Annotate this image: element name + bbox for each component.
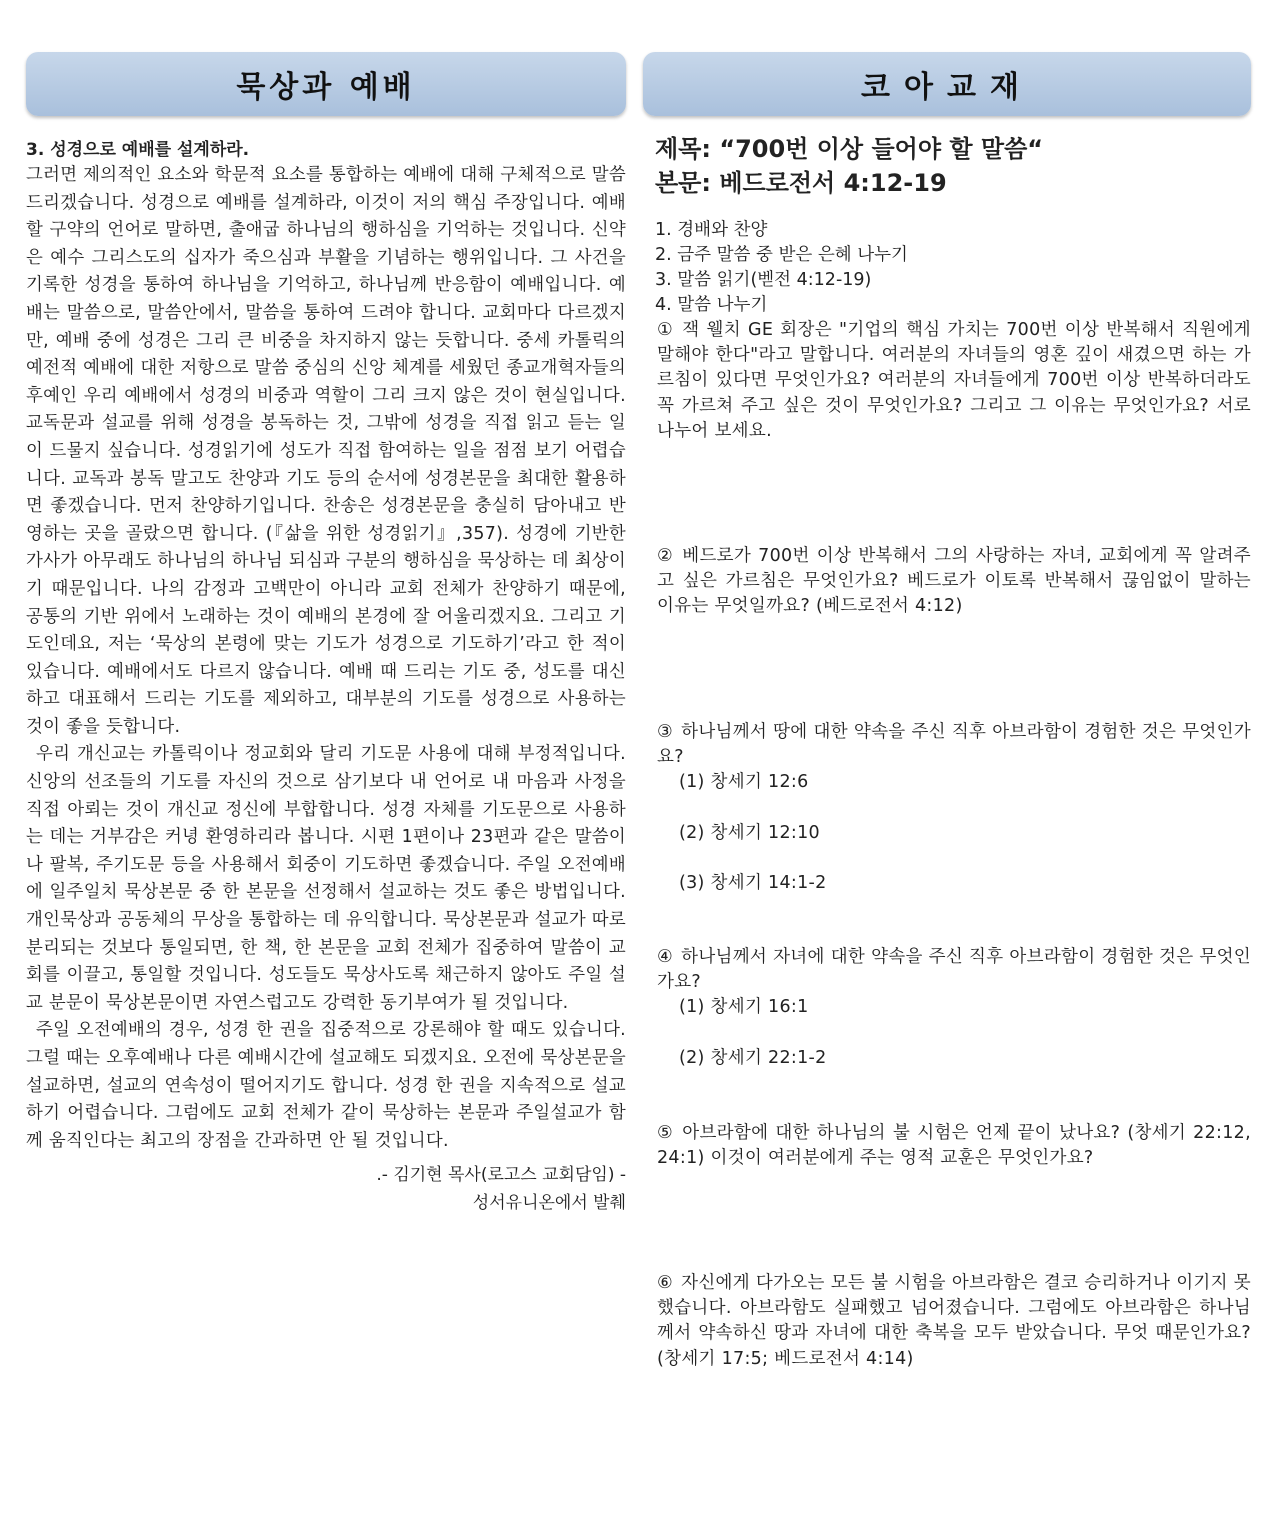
step-item: 2. 금주 말씀 중 받은 은혜 나누기	[655, 245, 908, 265]
question-text: 하나님께서 자녀에 대한 약속을 주신 직후 아브라함이 경험한 것은 무엇인가요?	[657, 947, 1251, 993]
core-material-column	[643, 52, 1251, 1369]
article-paragraph-3: 주일 오전예배의 경우, 성경 한 권을 집중적으로 강론해야 할 때도 있습니다. 그럴 때는 오후예배나 다른 예배시간에 설교해도 되겠지요. 오전에 묵상본문을 설교하면, 설교의 연속성이 떨어지기도 합니다. 성경 한 권을 지속적으로 설교하기 어렵습니다. 그럼에도 교회 전체가 같이 묵상하는 본문과 주일설교가 함께 움직인다는 최고의 장점을 간과하면 안 될 것입니다.	[26, 1020, 626, 1151]
step-item: 1. 경배와 찬양	[655, 220, 768, 240]
article-body	[26, 162, 626, 1155]
scripture-reference: (2) 창세기 12:10	[679, 822, 820, 843]
scripture-reference: (1) 창세기 12:6	[679, 772, 809, 793]
lesson-title-block	[643, 132, 1251, 200]
question-number: ②	[657, 546, 675, 566]
order-of-service	[643, 218, 1251, 318]
question-text: 아브라함에 대한 하나님의 불 시험은 언제 끝이 났나요? (창세기 22:12, 24:1) 이것이 여러분에게 주는 영적 교훈은 무엇인가요?	[657, 1123, 1251, 1169]
article-paragraph-2: 우리 개신교는 카톨릭이나 정교회와 달리 기도문 사용에 대해 부정적입니다. 신앙의 선조들의 기도를 자신의 것으로 삼기보다 내 언어로 내 마음과 사정을 직접 아뢰는 것이 개신교 정신에 부합합니다. 성경 자체를 기도문으로 사용하는 데는 거부감은 커녕 환영하리라 봅니다. 시편 1편이나 23편과 같은 말씀이나 팔복, 주기도문 등을 사용해서 회중이 기도하면 좋겠습니다. 주일 오전예배에 일주일치 묵상본문 중 한 본문을 선정해서 설교하는 것도 좋은 방법입니다. 개인묵상과 공동체의 무상을 통합하는 데 유익합니다. 묵상본문과 설교가 따로 분리되는 것보다 통일되면, 한 책, 한 본문을 교회 전체가 집중하여 말씀이 교회를 이끌고, 통일할 것입니다. 성도들도 묵상사도록 채근하지 않아도 주일 설교 분문이 묵상본문이면 자연스럽고도 강력한 동기부여가 될 것입니다.	[26, 744, 626, 1013]
question-number: ③	[657, 722, 674, 742]
step-item: 3. 말씀 읽기(벧전 4:12-19)	[655, 270, 872, 290]
question-text: 자신에게 다가오는 모든 불 시험을 아브라함은 결코 승리하거나 이기지 못했습니다. 아브라함도 실패했고 넘어졌습니다. 그럼에도 아브라함은 하나님께서 약속하신 땅과 자녀에 대한 축복을 모두 받았습니다. 무엇 때문인가요? (창세기 17:5; 베드로전서 4:14)	[657, 1273, 1251, 1369]
scripture-reference: (3) 창세기 14:1-2	[679, 872, 827, 893]
step-item: 4. 말씀 나누기	[655, 295, 768, 315]
question-2	[657, 544, 1251, 620]
question-6	[657, 1271, 1251, 1372]
article-paragraph-1: 그러면 제의적인 요소와 학문적 요소를 통합하는 예배에 대해 구체적으로 말씀드리겠습니다. 성경으로 예배를 설계하라, 이것이 저의 핵심 주장입니다. 예배할 구약의 언어로 말하면, 출애굽 하나님의 행하심을 기억하는 것입니다. 신약은 예수 그리스도의 십자가 죽으심과 부활을 기념하는 행위입니다. 그 사건을 기록한 성경을 통하여 하나님을 기억하고, 하나님께 반응함이 예배입니다. 예배는 말씀으로, 말씀안에서, 말씀을 통하여 드려야 합니다. 교회마다 다르겠지만, 예배 중에 성경은 그리 큰 비중을 차지하지 않는 듯합니다. 중세 카톨릭의 예전적 예배에 대한 저항으로 말씀 중심의 신앙 체계를 세웠던 종교개혁자들의 후예인 우리 예배에서 성경의 비중과 역할이 그리 크지 않은 것이 현실입니다. 교독문과 설교를 위해 성경을 봉독하는 것, 그밖에 성경을 직접 읽고 듣는 일이 드물지 싶습니다. 성경읽기에 성도가 직접 함여하는 일을 점점 보기 어렵습니다. 교독과 봉독 말고도 찬양과 기도 등의 순서에 성경본문을 최대한 활용하면 좋겠습니다. 먼저 찬양하기입니다. 찬송은 성경본문을 충실히 담아내고 반영하는 곳을 골랐으면 합니다. (『삶을 위한 성경읽기』,357). 성경에 기반한 가사가 아무래도 하나님의 하나님 되심과 구분의 행하심을 묵상하는 데 최상이기 때문입니다. 나의 감정과 고백만이 아니라 교회 전체가 찬양하기 때문에, 공통의 기반 위에서 노래하는 것이 예배의 본경에 잘 어울리겠지요. 그리고 기도인데요, 저는 ‘묵상의 본령에 맞는 기도가 성경으로 기도하기’라고 한 적이 있습니다. 예배에서도 다르지 않습니다. 예배 때 드리는 기도 중, 성도를 대신하고 대표해서 드리는 기도를 제외하고, 대부분의 기도를 성경으로 사용하는 것이 좋을 듯합니다.	[26, 165, 626, 737]
scripture-reference: (1) 창세기 16:1	[679, 997, 809, 1018]
question-1	[657, 318, 1251, 444]
lesson-title: 제목: “700번 이상 들어야 할 말씀“	[655, 135, 1044, 163]
core-material-header: 코아교재	[643, 52, 1251, 116]
question-number: ⑥	[657, 1273, 674, 1293]
question-4	[657, 945, 1251, 1071]
question-text: 베드로가 700번 이상 반복해서 그의 사랑하는 자녀, 교회에게 꼭 알려주고 싶은 가르침은 무엇인가요? 베드로가 이토록 반복해서 끊임없이 말하는 이유는 무엇일까요? (베드로전서 4:12)	[657, 546, 1251, 617]
section-title: 3. 성경으로 예배를 설계하라.	[26, 140, 250, 160]
question-number: ①	[657, 320, 675, 340]
question-number: ④	[657, 947, 674, 967]
question-5	[657, 1121, 1251, 1171]
scripture-reference: (2) 창세기 22:1-2	[679, 1047, 827, 1068]
question-text: 하나님께서 땅에 대한 약속을 주신 직후 아브라함이 경험한 것은 무엇인가요?	[657, 722, 1251, 768]
question-text: 잭 웰치 GE 회장은 "기업의 핵심 가치는 700번 이상 반복해서 직원에게 말해야 한다"라고 말합니다. 여러분의 자녀들의 영혼 깊이 새겼으면 하는 가르침이 있다면 무엇인가요? 여러분의 자녀들에게 700번 이상 반복하더라도 꼭 가르쳐 주고 싶은 것이 무엇인가요? 그리고 그 이유는 무엇인가요? 서로 나누어 보세요.	[657, 320, 1251, 441]
meditation-worship-header: 묵상과 예배	[26, 52, 626, 116]
question-3	[657, 720, 1251, 896]
meditation-worship-column	[26, 52, 626, 1217]
author-signature	[26, 1161, 626, 1217]
question-number: ⑤	[657, 1123, 675, 1143]
author-line: .- 김기현 목사(로고스 교회담임) -	[376, 1165, 626, 1186]
lesson-scripture: 본문: 베드로전서 4:12-19	[655, 169, 947, 197]
source-line: 성서유니온에서 발췌	[472, 1193, 626, 1214]
